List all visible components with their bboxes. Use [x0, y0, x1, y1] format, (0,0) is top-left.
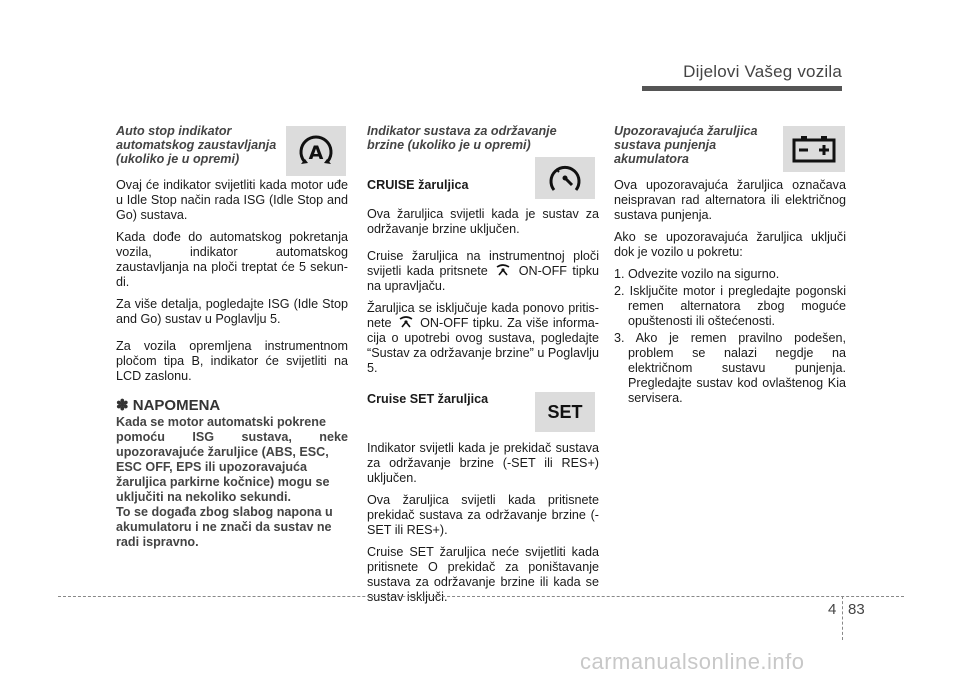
note-line: žaruljica parkirne kočnice) mogu se	[116, 475, 330, 489]
text: ON-OFF tipku na upravljaču.	[367, 264, 600, 293]
cruise-set-heading: Cruise SET žaruljica	[367, 392, 489, 406]
paragraph: Ova upozoravajuća žaruljica označava neispravan rad alternatora ili električnog sustava punjenja.	[614, 178, 846, 222]
note-heading: ✽ NAPOMENA	[116, 397, 221, 414]
note-line: upozoravajuće žaruljice (ABS, ESC,	[116, 445, 329, 459]
speedometer-icon	[535, 157, 595, 199]
steering-cruise-icon	[493, 264, 513, 276]
text: Cruise žaruljica na instrumentnoj ploči svijetli kada pritsnete	[367, 249, 599, 278]
title-line: akumulatora	[614, 152, 689, 166]
paragraph: Za vozila opremljena instrumentnom pločom tipa B, indikator će svijetliti na LCD zaslonu.	[116, 339, 348, 383]
note-body	[116, 415, 348, 550]
paragraph: Ovaj će indikator svijetliti kada motor uđe u Idle Stop način rada ISG (Idle Stop and Go) sustava.	[116, 178, 348, 222]
paragraph	[367, 301, 599, 376]
watermark: carmanualsonline.info	[580, 649, 805, 674]
cruise-set-icon	[535, 392, 595, 432]
paragraph	[367, 249, 599, 294]
note-line: pomoću ISG sustava, neke	[116, 430, 348, 444]
title-line: (ukoliko je u opremi)	[116, 152, 240, 166]
steps-list	[614, 267, 846, 406]
note-line: Kada se motor automatski pokrene	[116, 415, 326, 429]
note-line: ESC OFF, EPS ili upozoravajuća	[116, 460, 308, 474]
text: ON-OFF tipku. Za više informa-cija o upotrebi ovog sustava, pogledajte “Sustav za održavanje brzine” u Poglavlju 5.	[367, 316, 600, 375]
paragraph: Cruise SET žaruljica neće svijetliti kada pritisnete O prekidač za poništavanje sustava za održavanje brzine ili kada se sustav isključi.	[367, 545, 599, 604]
title-line: Auto stop indikator	[116, 124, 232, 138]
footer-divider	[842, 596, 843, 640]
paragraph: Za više detalja, pogledajte ISG (Idle Stop and Go) sustav u Poglavlju 5.	[116, 297, 348, 326]
paragraph: Ova žaruljica svijetli kada je sustav za održavanje brzine uključen.	[367, 207, 599, 236]
auto-stop-a-icon	[286, 126, 346, 176]
note-line: To se događa zbog slabog napona u	[116, 505, 333, 519]
note-line: radi ispravno.	[116, 535, 199, 549]
section-title: Dijelovi Vašeg vozila	[683, 62, 842, 81]
cruise-title	[367, 124, 599, 152]
battery-icon	[783, 126, 845, 172]
title-line: automatskog zaustavljanja	[116, 138, 277, 152]
paragraph: Ova žaruljica svijetli kada pritisnete prekidač sustava za održavanje brzine (-SET ili RES+).	[367, 493, 599, 537]
set-label: SET	[547, 401, 583, 422]
text: Žaruljica se isključuje kada ponovo pritis-nete	[367, 301, 599, 330]
list-item: 3. Ako je remen pravilno podešen, problem se nalazi negdje na električnom sustavu punjenja. Pregledajte sustav kod ovlaštenog Kia servisera.	[614, 331, 846, 405]
list-item: 1. Odvezite vozilo na sigurno.	[614, 267, 780, 281]
title-line: Upozoravajuća žaruljica	[614, 124, 758, 138]
title-line: Indikator sustava za održavanje	[367, 124, 557, 138]
cruise-lamp-heading: CRUISE žaruljica	[367, 178, 469, 192]
paragraph: Ako se upozoravajuća žaruljica uključi dok je vozilo u pokretu:	[614, 230, 846, 259]
header-bar	[642, 86, 842, 91]
page-number: 83	[848, 601, 865, 618]
chapter-number: 4	[828, 601, 837, 618]
note-line: akumulatoru i ne znači da sustav ne	[116, 520, 332, 534]
footer-rule	[58, 596, 904, 597]
column-auto-stop	[116, 124, 348, 550]
title-line: brzine (ukoliko je u opremi)	[367, 138, 531, 152]
list-item: 2. Isključite motor i pregledajte pogonski remen alternatora zbog moguće opuštenosti ili oštećenosti.	[614, 284, 846, 328]
svg-text:A: A	[308, 142, 324, 164]
steering-cruise-icon	[396, 316, 416, 328]
note-line: uključiti na nekoliko sekundi.	[116, 490, 291, 504]
paragraph: Kada dođe do automatskog pokretanja vozila, indikator automatskog zaustavljanja na ploči treptat će 5 sekun-di.	[116, 230, 348, 289]
paragraph: Indikator svijetli kada je prekidač sustava za održavanje brzine (-SET ili RES+) uključen.	[367, 441, 599, 485]
title-line: sustava punjenja	[614, 138, 717, 152]
